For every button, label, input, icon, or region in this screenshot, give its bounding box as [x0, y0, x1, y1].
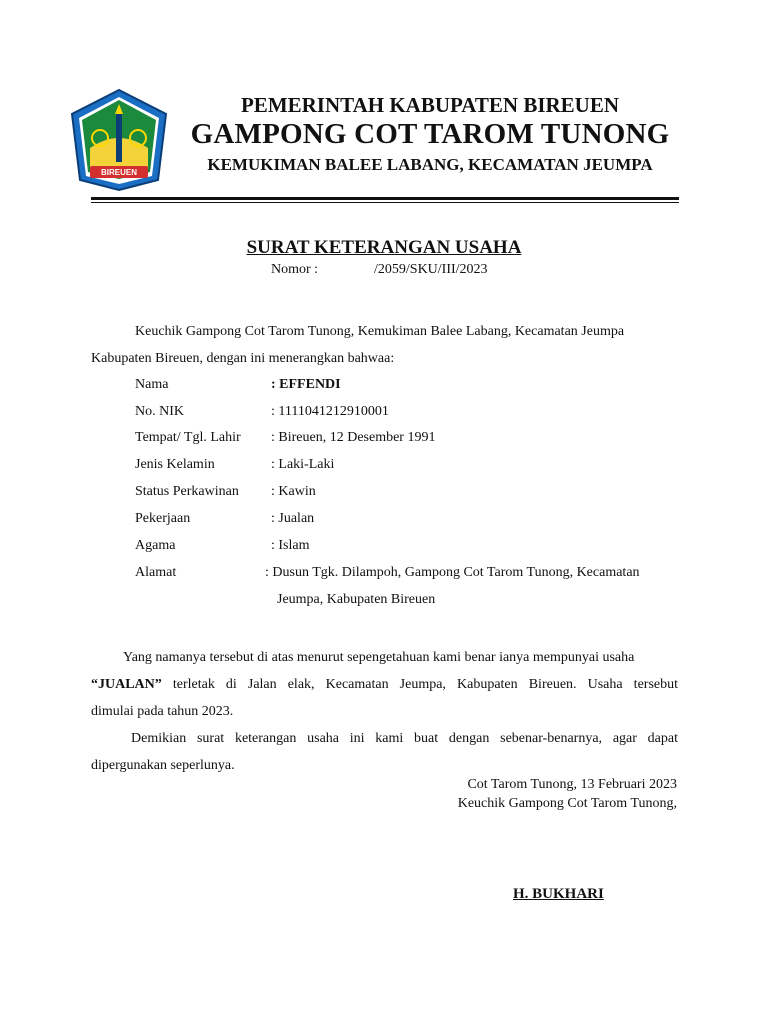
body-p1-line1: Yang namanya tersebut di atas menurut sepengetahuan kami benar ianya mempunyai usaha	[123, 650, 635, 665]
field-label-gender: Jenis Kelamin	[135, 457, 215, 472]
header-district: KEMUKIMAN BALEE LABANG, KECAMATAN JEUMPA	[207, 155, 653, 174]
field-value-nik: : 1111041212910001	[271, 404, 389, 419]
intro-line-2: Kabupaten Bireuen, dengan ini menerangkan bahwaa:	[91, 351, 395, 366]
field-value-occupation: : Jualan	[271, 511, 315, 526]
header-village: GAMPONG COT TAROM TUNONG	[190, 118, 670, 150]
field-label-occupation: Pekerjaan	[135, 511, 191, 526]
body-p2-line1: Demikian surat keterangan usaha ini kami buat dengan sebenar-benarnya, agar dapat	[131, 731, 678, 746]
header-government: PEMERINTAH KABUPATEN BIREUEN	[240, 93, 620, 117]
field-label-marital: Status Perkawinan	[135, 484, 239, 499]
signer-name: H. BUKHARI	[513, 886, 604, 902]
field-value-address: : Dusun Tgk. Dilampoh, Gampong Cot Tarom Tunong, Kecamatan	[265, 565, 640, 580]
field-label-name: Nama	[135, 377, 169, 392]
field-label-birth: Tempat/ Tgl. Lahir	[135, 430, 241, 445]
header-rule-thin	[91, 202, 679, 203]
svg-text:BIREUEN: BIREUEN	[100, 168, 138, 177]
body-p2-line2: dipergunakan seperlunya.	[91, 758, 235, 773]
field-value-marital: : Kawin	[271, 484, 316, 499]
number-label: Nomor :	[271, 262, 319, 277]
signature-position: Keuchik Gampong Cot Tarom Tunong,	[457, 796, 677, 811]
field-value-name: : EFFENDI	[271, 377, 341, 392]
header-rule-thick	[91, 197, 679, 200]
intro-line-1: Keuchik Gampong Cot Tarom Tunong, Kemukiman Balee Labang, Kecamatan Jeumpa	[135, 324, 625, 339]
signature-place-date: Cot Tarom Tunong, 13 Februari 2023	[467, 777, 677, 792]
field-label-religion: Agama	[135, 538, 176, 553]
field-value-birth: : Bireuen, 12 Desember 1991	[271, 430, 436, 445]
field-value-religion: : Islam	[271, 538, 310, 553]
bireuen-emblem-logo	[70, 88, 168, 192]
business-type: “JUALAN”	[91, 677, 162, 692]
field-label-nik: No. NIK	[135, 404, 184, 419]
number-value: /2059/SKU/III/2023	[374, 262, 488, 277]
field-value-address-cont: Jeumpa, Kabupaten Bireuen	[277, 592, 436, 607]
field-value-gender: : Laki-Laki	[271, 457, 335, 472]
body-p1-line3: dimulai pada tahun 2023.	[91, 704, 234, 719]
body-p1-line2: “JUALAN” terletak di Jalan elak, Kecamatan Jeumpa, Kabupaten Bireuen. Usaha tersebut	[91, 677, 678, 692]
document-title: SURAT KETERANGAN USAHA	[246, 237, 522, 258]
field-label-address: Alamat	[135, 565, 177, 580]
